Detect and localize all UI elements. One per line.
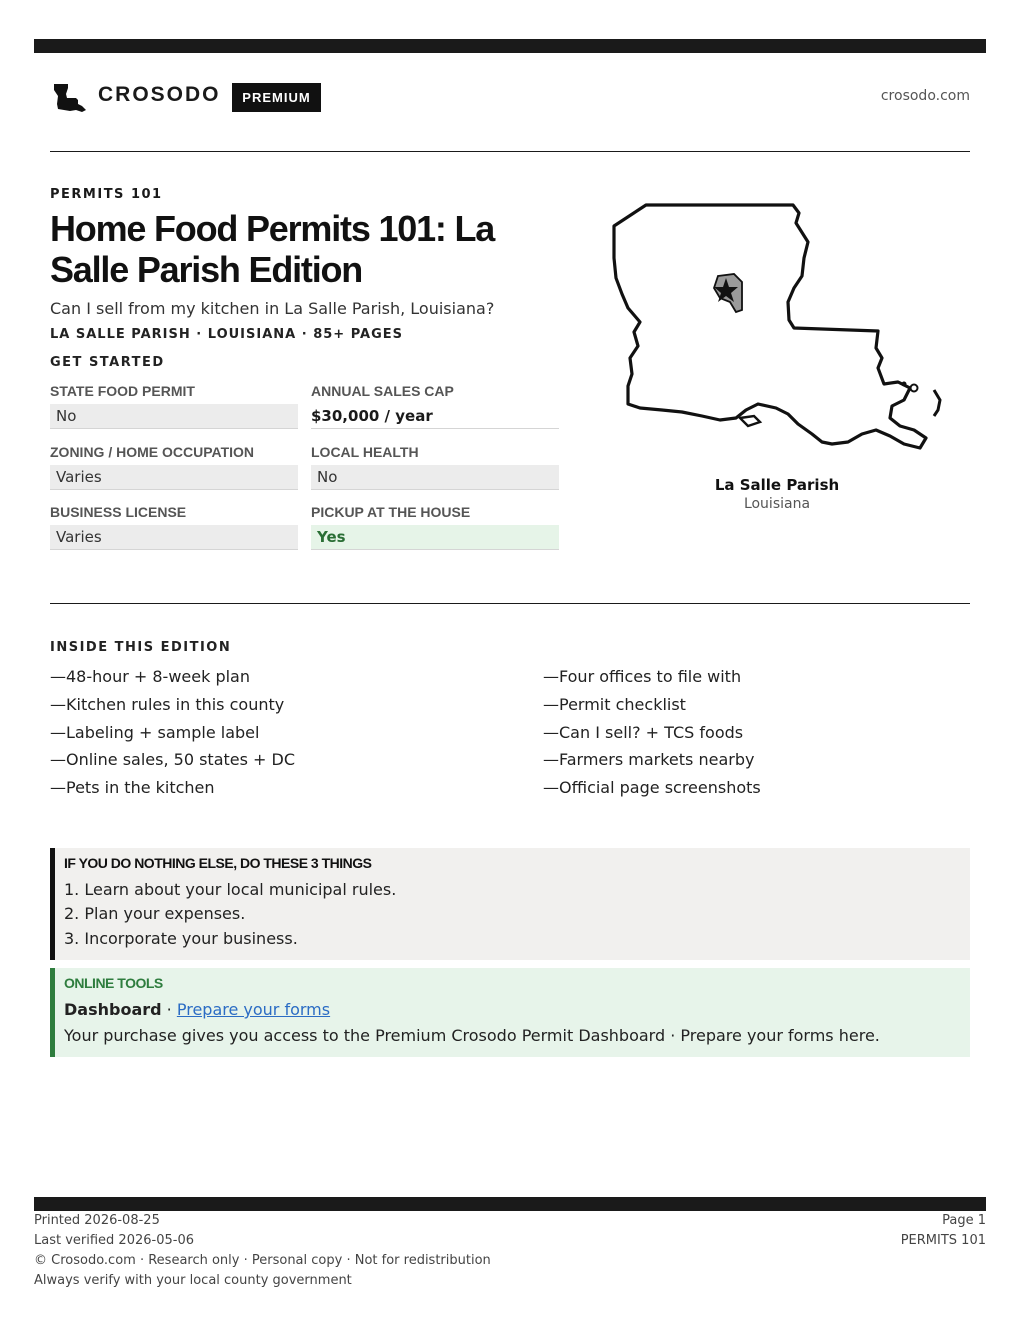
premium-badge: PREMIUM [232, 83, 321, 112]
page-subtitle: Can I sell from my kitchen in La Salle Parish, Louisiana? [50, 299, 495, 318]
cell-value: $30,000 / year [311, 404, 559, 429]
verify-note: Always verify with your local county government [34, 1273, 352, 1288]
list-item: —Can I sell? + TCS foods [543, 723, 744, 742]
map-caption [677, 476, 877, 512]
list-item: —Kitchen rules in this county [50, 695, 285, 714]
island-dot [902, 382, 907, 387]
louisiana-map [608, 198, 948, 460]
pickup-cell [311, 502, 559, 550]
inside-edition-label: INSIDE THIS EDITION [50, 640, 232, 655]
list-item: —Permit checklist [543, 695, 686, 714]
site-url[interactable]: crosodo.com [880, 88, 970, 104]
cell-value: Yes [311, 525, 559, 550]
list-item: 3. Incorporate your business. [64, 929, 298, 948]
list-item: —Farmers markets nearby [543, 750, 755, 769]
parish-name: La Salle Parish [714, 476, 840, 494]
bottom-bar [34, 1197, 986, 1211]
cell-value: Varies [50, 525, 298, 550]
prepare-forms-link[interactable]: Prepare your forms [176, 1000, 331, 1019]
annual-sales-cap-cell [311, 381, 559, 429]
list-item: 2. Plan your expenses. [64, 904, 246, 923]
footer-section: PERMITS 101 [900, 1233, 986, 1248]
edition-meta: LA SALLE PARISH · LOUISIANA · 85+ PAGES [50, 327, 404, 342]
online-tools-callout [50, 968, 970, 1057]
copyright-notice: © Crosodo.com · Research only · Personal copy · Not for redistribution [34, 1253, 491, 1268]
list-item: —Pets in the kitchen [50, 778, 215, 797]
dashboard-description: Your purchase gives you access to the Premium Crosodo Permit Dashboard · Prepare your forms here. [64, 1026, 880, 1045]
list-item: —48-hour + 8-week plan [50, 667, 250, 686]
cell-value: No [311, 465, 559, 490]
cell-label: BUSINESS LICENSE [50, 504, 187, 520]
zoning-cell [50, 442, 298, 490]
state-outline [614, 205, 926, 448]
get-started-label: GET STARTED [50, 355, 165, 370]
must-do-callout [50, 848, 970, 960]
page-title: Home Food Permits 101: La Salle Parish Edition [50, 208, 495, 290]
cell-label: STATE FOOD PERMIT [50, 383, 195, 399]
page-number: Page 1 [942, 1213, 986, 1228]
separator: · [161, 1000, 177, 1019]
state-name: Louisiana [743, 496, 811, 512]
cell-label: PICKUP AT THE HOUSE [311, 504, 471, 520]
cell-label: ZONING / HOME OCCUPATION [50, 444, 255, 460]
list-item: —Labeling + sample label [50, 723, 260, 742]
cell-value: No [50, 404, 298, 429]
dashboard-label: Dashboard [64, 1000, 162, 1019]
chandeleur-islands [934, 390, 940, 416]
top-bar [34, 39, 986, 53]
louisiana-logo-icon [52, 82, 88, 114]
header [50, 80, 970, 114]
list-item: —Four offices to file with [543, 667, 742, 686]
verified-date: Last verified 2026-05-06 [34, 1233, 194, 1248]
list-item: —Official page screenshots [543, 778, 761, 797]
cell-label: ANNUAL SALES CAP [311, 383, 454, 399]
business-license-cell [50, 502, 298, 550]
lake-shape [740, 416, 760, 426]
state-food-permit-cell [50, 381, 298, 429]
list-item: 1. Learn about your local municipal rules. [64, 880, 397, 899]
brand-name[interactable]: CROSODO [98, 83, 221, 106]
section-divider [50, 603, 970, 604]
callout-heading: IF YOU DO NOTHING ELSE, DO THESE 3 THINGS [64, 855, 372, 871]
cell-value: Varies [50, 465, 298, 490]
header-divider [50, 151, 970, 152]
cell-label: LOCAL HEALTH [311, 444, 419, 460]
local-health-cell [311, 442, 559, 490]
dashboard-line [64, 1000, 330, 1019]
list-item: —Online sales, 50 states + DC [50, 750, 296, 769]
section-eyebrow: PERMITS 101 [50, 187, 163, 202]
callout-heading: ONLINE TOOLS [64, 975, 163, 991]
printed-date: Printed 2026-08-25 [34, 1213, 160, 1228]
